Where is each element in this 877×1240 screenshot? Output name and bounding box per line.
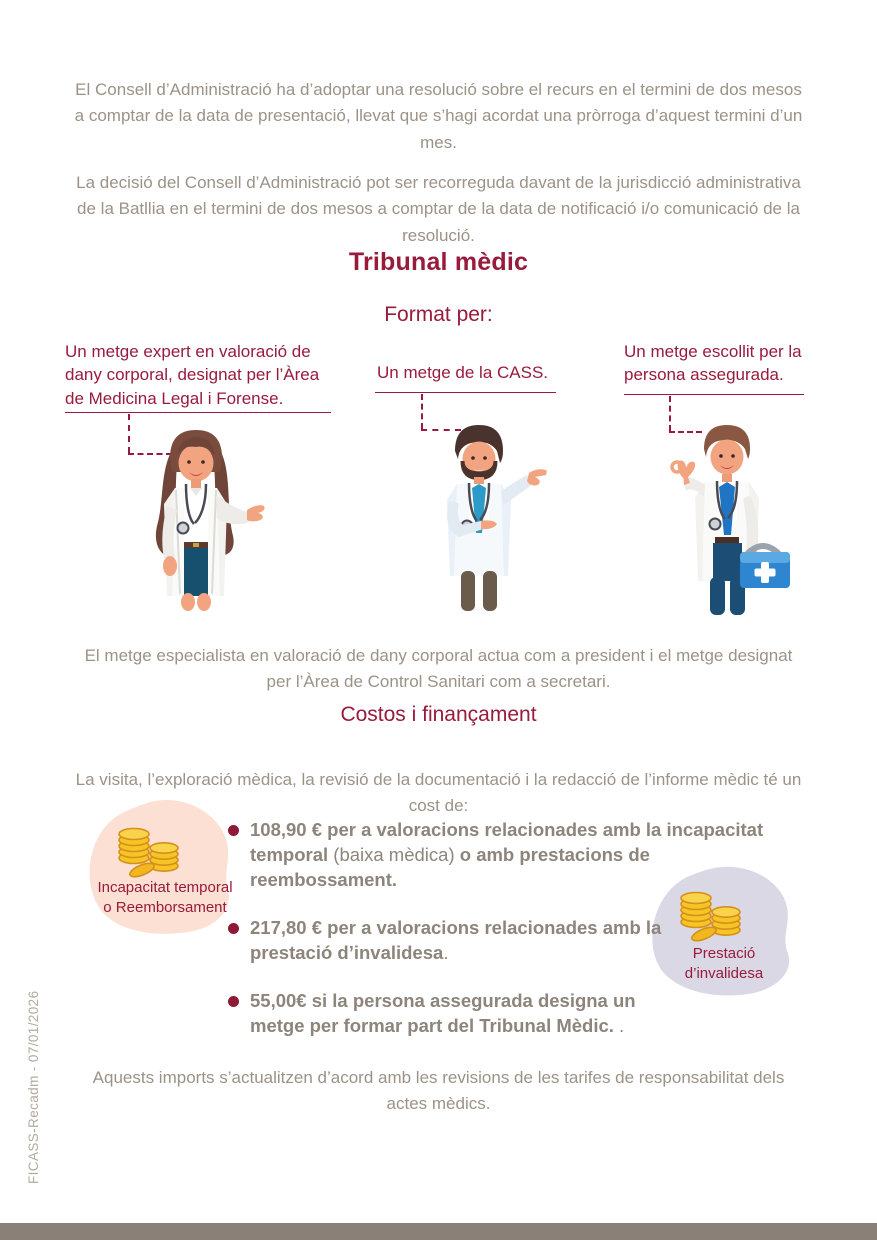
badge-label-incapacitat: Incapacitat temporal o Reemborsament	[97, 879, 233, 916]
member-label-2: Un metge de la CASS.	[377, 363, 549, 382]
cost-bullet-list	[228, 818, 780, 1062]
bottom-bar	[0, 1223, 877, 1240]
member-underline-2	[375, 392, 556, 393]
page-title: Tribunal mèdic	[348, 248, 529, 276]
member-label-3: Un metge escollit per la persona assegurada.	[624, 342, 802, 385]
member-underline-1	[65, 412, 331, 413]
tariffs-update-note: Aquests imports s’actualitzen d’acord amb les revisions de les tarifes de responsabilitat dels actes mèdics.	[92, 1068, 785, 1114]
coins-icon	[110, 818, 188, 880]
cost-bullet-217: 217,80 € per a valoracions relacionades amb la prestació d’invalidesa.	[228, 916, 780, 966]
costs-intro: La visita, l’exploració mèdica, la revisió de la documentació i la redacció de l’informe mèdic té un cost de:	[75, 770, 802, 816]
bullet-dot-icon	[228, 825, 239, 836]
bullet-dot-icon	[228, 923, 239, 934]
female-doctor-illustration	[120, 424, 272, 620]
cost-bullet-108: 108,90 € per a valoracions relacionades amb la incapacitat temporal (baixa mèdica) o amb prestacions de reembossament.	[228, 818, 780, 893]
badge-label-prestacio: Prestació d’invalidesa	[684, 945, 764, 982]
bullet-dot-icon	[228, 996, 239, 1007]
format-per-subtitle: Format per:	[384, 303, 493, 326]
member-label-1: Un metge expert en valoració de dany corporal, designat per l’Àrea de Medicina Legal i Forense.	[65, 342, 320, 408]
male-doctor-first-aid-kit-illustration	[650, 421, 810, 619]
cost-bullet-55: 55,00€ si la persona assegurada designa un metge per formar part del Tribunal Mèdic. .	[228, 989, 780, 1039]
intro-paragraph-2: La decisió del Consell d’Administració pot ser recorreguda davant de la jurisdicció administrativa de la Batllia en el termini de dos mesos a comptar de la data de notificació i/o comunicació de la resolució.	[76, 173, 801, 245]
intro-paragraph-1: El Consell d’Administració ha d’adoptar una resolució sobre el recurs en el termini de dos mesos a comptar de la data de presentació, llevat que s’hagi acordat una pròrroga d’aquest termini d’un mes.	[74, 80, 803, 152]
costs-title: Costos i finançament	[340, 703, 537, 726]
member-underline-3	[624, 394, 804, 395]
document-reference-label: FICASS-Recadm - 07/01/2026	[26, 990, 41, 1184]
male-doctor-pointing-illustration	[403, 421, 555, 619]
badge-incapacitat-temporal	[84, 798, 246, 938]
president-secretary-note: El metge especialista en valoració de dany corporal actua com a president i el metge designat per l’Àrea de Control Sanitari com a secretari.	[84, 646, 793, 692]
